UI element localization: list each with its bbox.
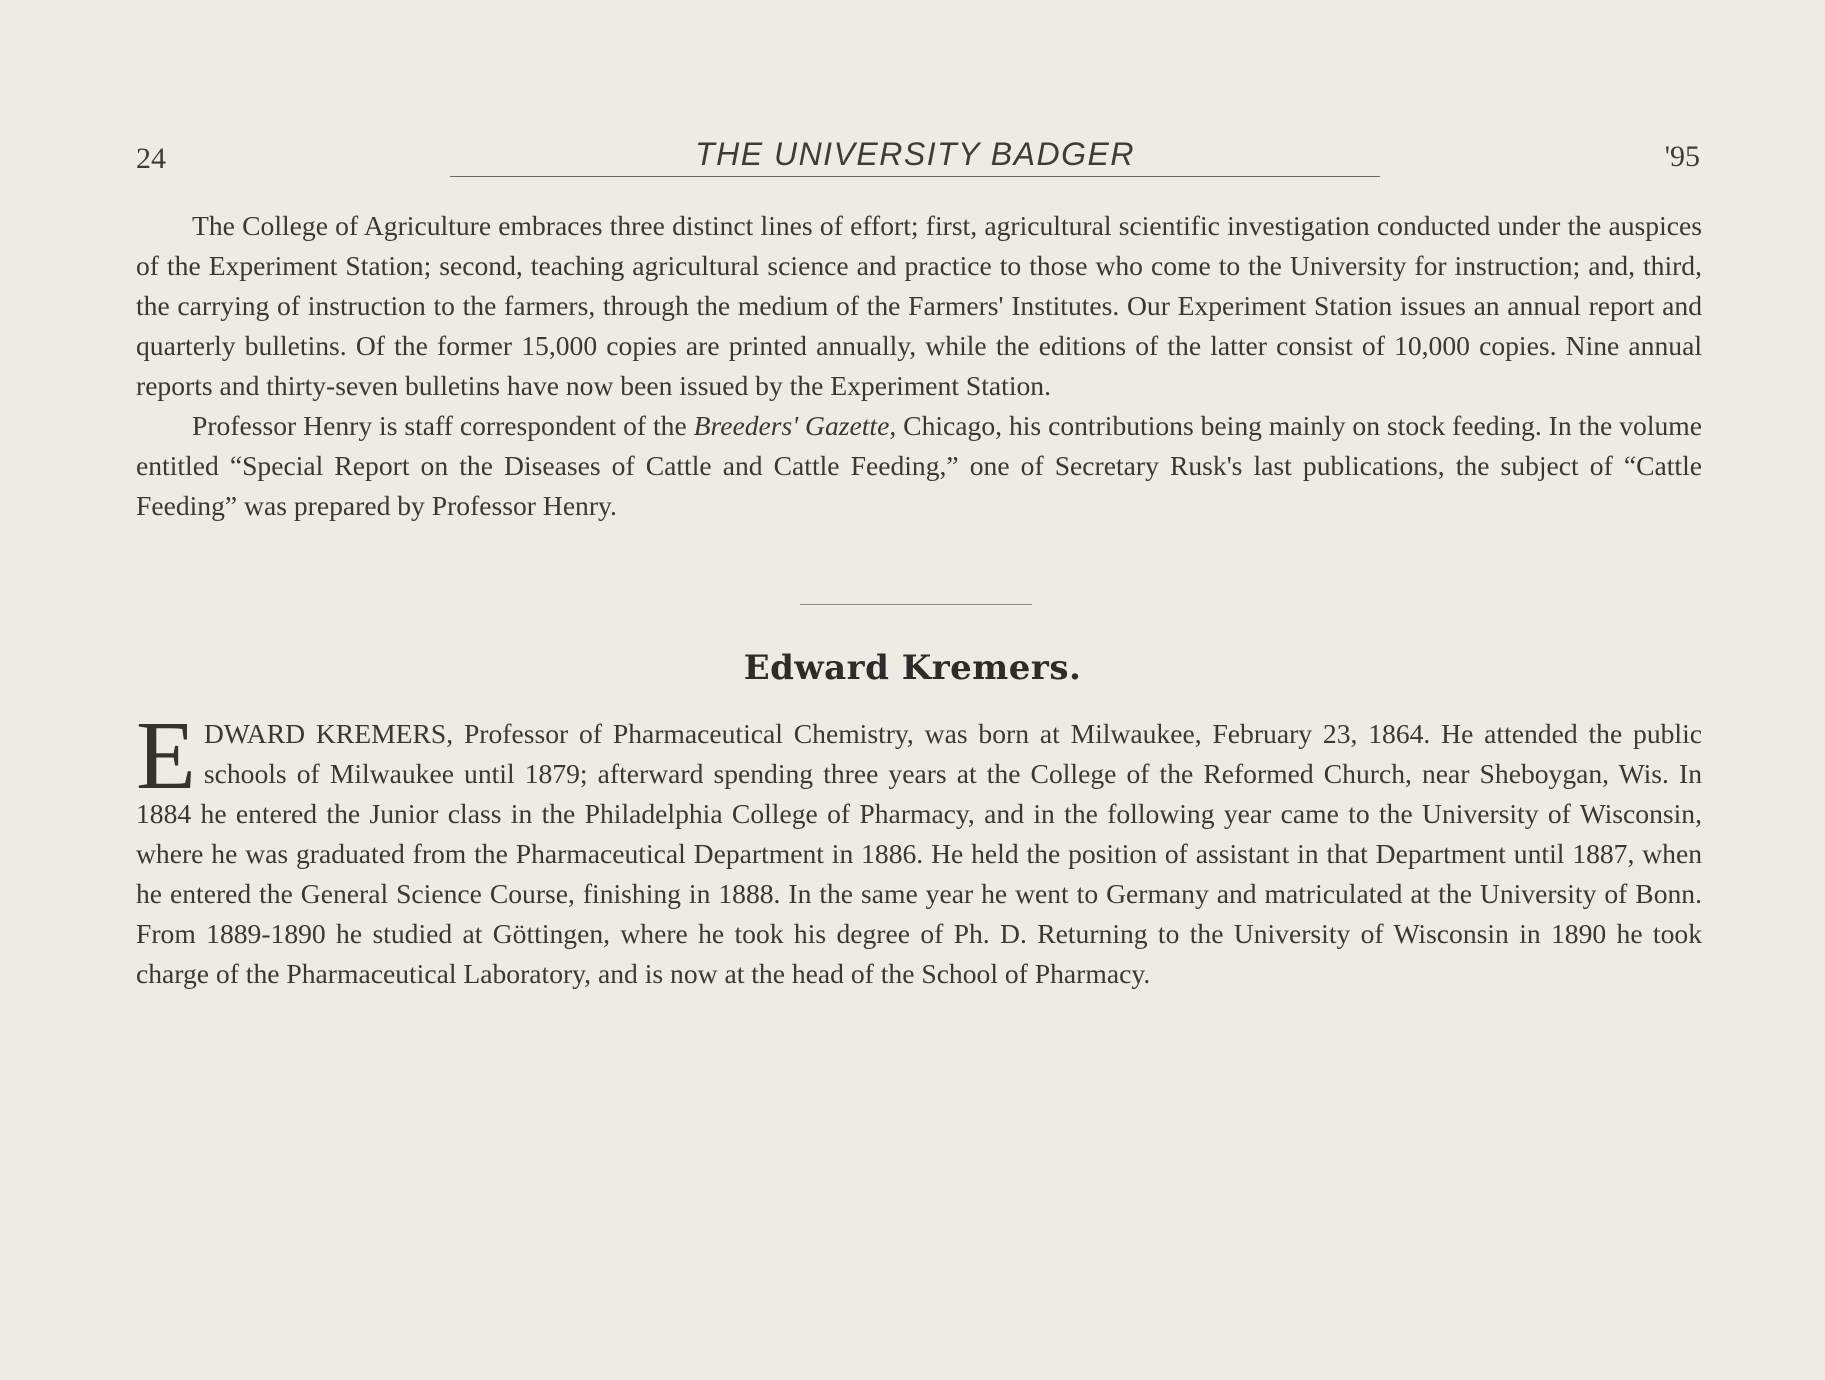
agriculture-paragraph: The College of Agriculture embraces three distinct lines of effort; first, agricultural scientific investigation conducted under the auspices of the Experiment Station; second, teaching agricultural science and practice to those who come to the University for instruction; and, third, the carrying of instruction to the farmers, through the medium of the Farmers' Institutes. Our Experiment Station issues an annual report and quarterly bulletins. Of the former 15,000 copies are printed annually, while the editions of the latter consist of 10,000 copies. Nine annual reports and thirty-seven bulletins have now been issued by the Experiment Station.: [136, 210, 1702, 401]
header-rule: [450, 176, 1380, 177]
kremers-text-block: [136, 702, 1702, 994]
section-divider: [800, 604, 1032, 605]
kremers-heading: Edward Kremers.: [743, 648, 1082, 688]
drop-cap: E: [136, 702, 196, 810]
henry-paragraph: [136, 406, 1702, 526]
kremers-paragraph-text: DWARD KREMERS, Professor of Pharmaceutical Chemistry, was born at Milwaukee, February 23, 1864. He attended the public schools of Milwaukee until 1879; afterward spending three years at the College of the Reformed Church, near Sheboygan, Wis. In 1884 he entered the Junior class in the Philadelphia College of Pharmacy, and in the following year came to the University of Wisconsin, where he was graduated from the Pharmaceutical Department in 1886. He held the position of assistant in that Department until 1887, when he entered the General Science Course, finishing in 1888. In the same year he went to Germany and matriculated at the University of Bonn. From 1889-1890 he studied at Göttingen, where he took his degree of Ph. D. Returning to the University of Wisconsin in 1890 he took charge of the Pharmaceutical Laboratory, and is now at the head of the School of Pharmacy.: [136, 718, 1702, 989]
kremers-paragraph: [136, 702, 1702, 994]
gazette-title: Breeders' Gazette: [693, 410, 890, 441]
journal-title: THE UNIVERSITY BADGER: [695, 136, 1135, 172]
agriculture-text-block: [136, 206, 1702, 526]
henry-paragraph-end: , Chicago, his contributions being mainly on stock feeding. In the volume entitled “Special Report on the Diseases of Cattle and Cattle Feeding,” one of Secretary Rusk's last publications, the subject of “Cattle Feeding” was prepared by Professor Henry.: [136, 410, 1702, 521]
year-mark: '95: [1664, 140, 1700, 173]
page-number: 24: [136, 142, 166, 175]
henry-paragraph-start: Professor Henry is staff correspondent of the: [192, 410, 694, 441]
running-head: [136, 136, 1700, 184]
